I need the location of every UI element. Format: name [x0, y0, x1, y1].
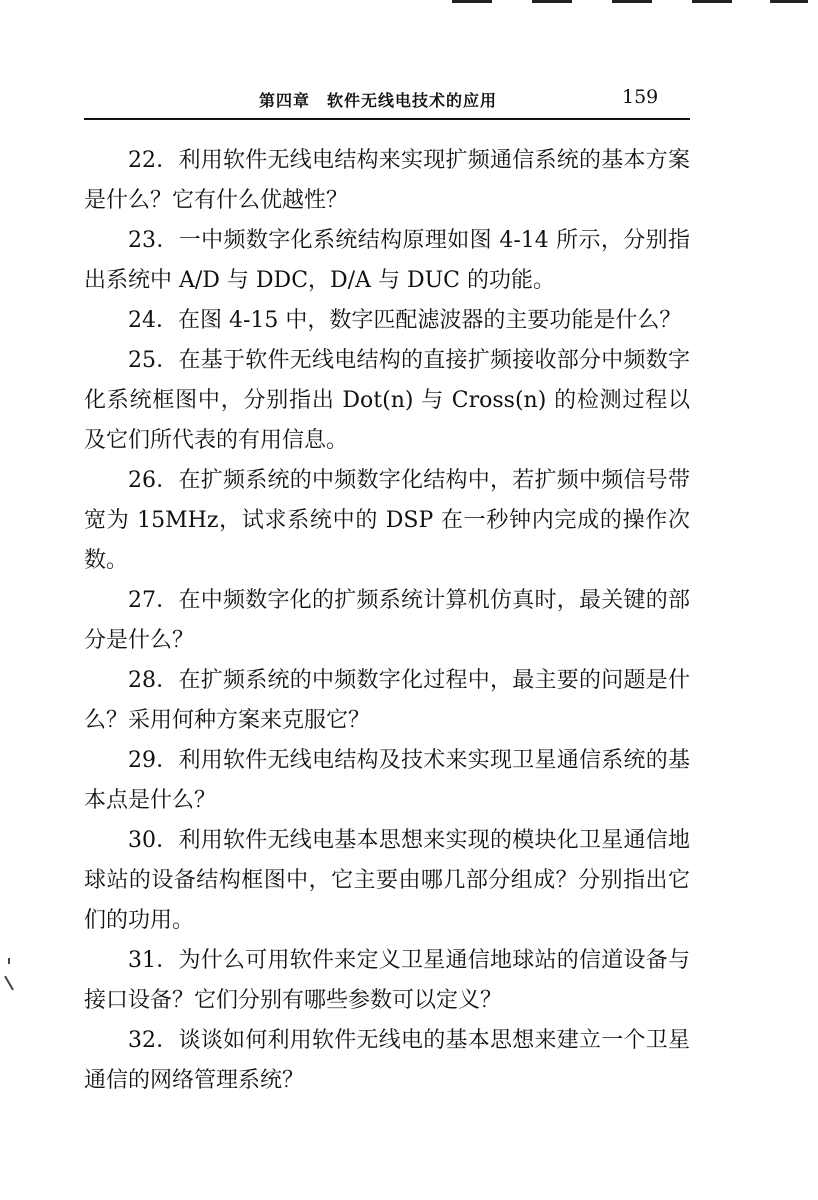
question-31: 31．为什么可用软件来定义卫星通信地球站的信道设备与接口设备？它们分别有哪些参数可以定义？: [84, 948, 690, 1013]
page-number: 159: [622, 86, 659, 108]
question-30: 30．利用软件无线电基本思想来实现的模块化卫星通信地球站的设备结构框图中，它主要由哪几部分组成？分别指出它们的功用。: [84, 828, 690, 933]
chapter-running-head: 第四章 软件无线电技术的应用: [259, 91, 498, 110]
scan-edge-marks: [440, 0, 818, 6]
question-26: 26．在扩频系统的中频数字化结构中，若扩频中频信号带宽为 15MHz，试求系统中的 DSP 在一秒钟内完成的操作次数。: [84, 468, 690, 573]
question-25: 25．在基于软件无线电结构的直接扩频接收部分中频数字化系统框图中，分别指出 Dot(n) 与 Cross(n) 的检测过程以及它们所代表的有用信息。: [84, 348, 690, 453]
scan-speck: [8, 958, 10, 964]
question-32: 32．谈谈如何利用软件无线电的基本思想来建立一个卫星通信的网络管理系统？: [84, 1028, 690, 1093]
question-27: 27．在中频数字化的扩频系统计算机仿真时，最关键的部分是什么？: [84, 588, 690, 653]
question-24: 24．在图 4-15 中，数字匹配滤波器的主要功能是什么？: [128, 308, 682, 333]
question-28: 28．在扩频系统的中频数字化过程中，最主要的问题是什么？采用何种方案来克服它？: [84, 668, 690, 733]
question-29: 29．利用软件无线电结构及技术来实现卫星通信系统的基本点是什么？: [84, 748, 690, 813]
question-22: 22．利用软件无线电结构来实现扩频通信系统的基本方案是什么？它有什么优越性？: [84, 148, 690, 213]
header-rule: [84, 118, 690, 120]
page-header: [84, 84, 690, 118]
question-list: [84, 141, 690, 1101]
question-23: 23．一中频数字化系统结构原理如图 4-14 所示，分别指出系统中 A/D 与 DDC，D/A 与 DUC 的功能。: [84, 228, 690, 293]
scan-speck: [4, 976, 14, 991]
